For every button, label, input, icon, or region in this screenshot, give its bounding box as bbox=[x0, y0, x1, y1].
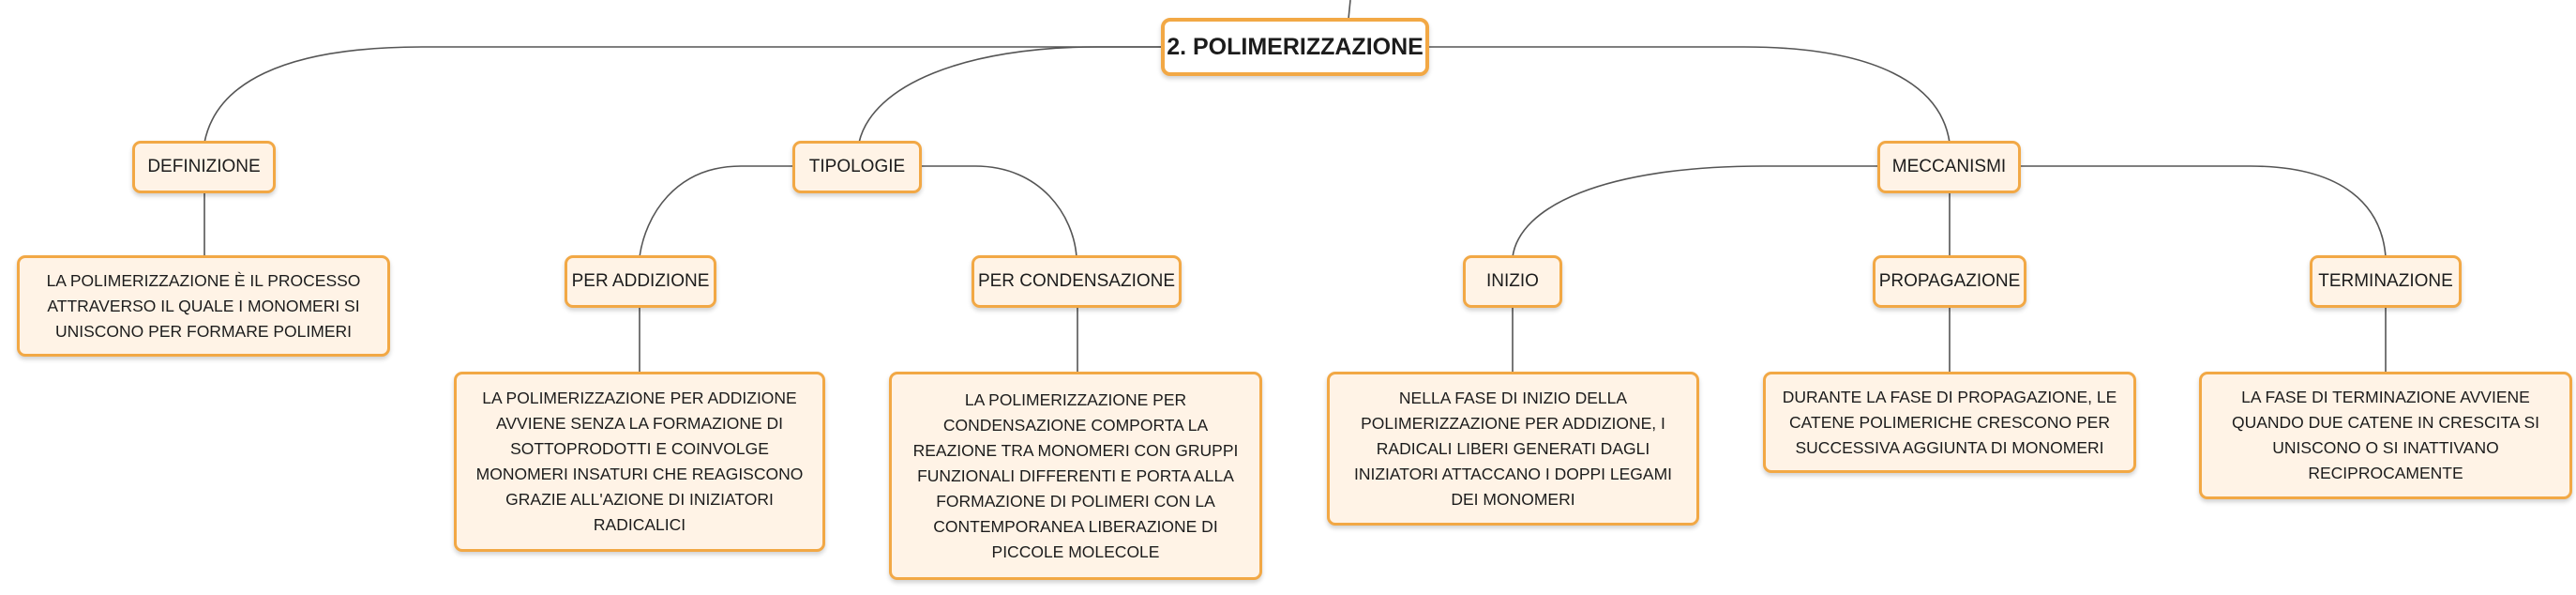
connector-meccanismi-inizio bbox=[1513, 166, 1877, 257]
topic-terminazione[interactable] bbox=[2310, 255, 2462, 308]
leaf-definizione[interactable] bbox=[17, 255, 390, 357]
root-node[interactable] bbox=[1161, 18, 1429, 76]
topic-label: DEFINIZIONE bbox=[147, 157, 261, 176]
leaf-inizio[interactable] bbox=[1327, 372, 1699, 526]
leaf-text: NELLA FASE DI INIZIO DELLA POLIMERIZZAZIONE PER ADDIZIONE, I RADICALI LIBERI GENERATI DAGLI INIZIATORI ATTACCANO I DOPPI LEGAMI DEI MONOMERI bbox=[1353, 388, 1673, 509]
connector-root-definizione bbox=[204, 47, 1163, 143]
leaf-propagazione[interactable] bbox=[1763, 372, 2136, 473]
leaf-text: LA POLIMERIZZAZIONE PER CONDENSAZIONE COMPORTA LA REAZIONE TRA MONOMERI CON GRUPPI FUNZIONALI DIFFERENTI E PORTA ALLA FORMAZIONE DI POLIMERI CON LA CONTEMPORANEA LIBERAZIONE DI PICCOLE MOLECOLE bbox=[912, 389, 1239, 561]
connector-meccanismi-terminazione bbox=[2021, 166, 2386, 257]
topic-label: MECCANISMI bbox=[1891, 157, 2007, 176]
topic-propagazione[interactable] bbox=[1873, 255, 2026, 308]
topic-label: INIZIO bbox=[1486, 271, 1539, 291]
root-label: 2. POLIMERIZZAZIONE bbox=[1167, 33, 1424, 60]
topic-per-condensazione[interactable] bbox=[972, 255, 1182, 308]
topic-meccanismi[interactable] bbox=[1877, 141, 2021, 193]
leaf-text: LA FASE DI TERMINAZIONE AVVIENE QUANDO DUE CATENE IN CRESCITA SI UNISCONO O SI INATTIVANO RECIPROCAMENTE bbox=[2231, 388, 2539, 482]
leaf-text: LA POLIMERIZZAZIONE PER ADDIZIONE AVVIENE SENZA LA FORMAZIONE DI SOTTOPRODOTTI E COINVOLGE MONOMERI INSATURI CHE REAGISCONO GRAZIE ALL'AZIONE DI INIZIATORI RADICALICI bbox=[475, 389, 804, 534]
topic-tipologie[interactable] bbox=[792, 141, 922, 193]
leaf-per-addizione[interactable] bbox=[454, 372, 825, 552]
topic-label: PER CONDENSAZIONE bbox=[977, 271, 1176, 291]
connector-root-tipologie bbox=[859, 47, 1163, 143]
topic-definizione[interactable] bbox=[132, 141, 276, 193]
connector-root-meccanismi bbox=[1427, 47, 1950, 143]
connector-root-parent bbox=[1348, 0, 1350, 19]
topic-inizio[interactable] bbox=[1463, 255, 1562, 308]
topic-label: TERMINAZIONE bbox=[2318, 271, 2453, 291]
topic-label: PER ADDIZIONE bbox=[571, 271, 710, 291]
leaf-terminazione[interactable] bbox=[2199, 372, 2572, 499]
connector-tipologie-addizione bbox=[640, 166, 792, 257]
leaf-text: LA POLIMERIZZAZIONE È IL PROCESSO ATTRAVERSO IL QUALE I MONOMERI SI UNISCONO PER FORMARE POLIMERI bbox=[46, 270, 361, 341]
topic-label: TIPOLOGIE bbox=[808, 157, 906, 176]
topic-label: PROPAGAZIONE bbox=[1878, 271, 2021, 291]
leaf-text: DURANTE LA FASE DI PROPAGAZIONE, LE CATENE POLIMERICHE CRESCONO PER SUCCESSIVA AGGIUNTA DI MONOMERI bbox=[1782, 387, 2117, 457]
connector-tipologie-condensazione bbox=[922, 166, 1077, 257]
topic-per-addizione[interactable] bbox=[565, 255, 716, 308]
leaf-per-condensazione[interactable] bbox=[889, 372, 1262, 580]
